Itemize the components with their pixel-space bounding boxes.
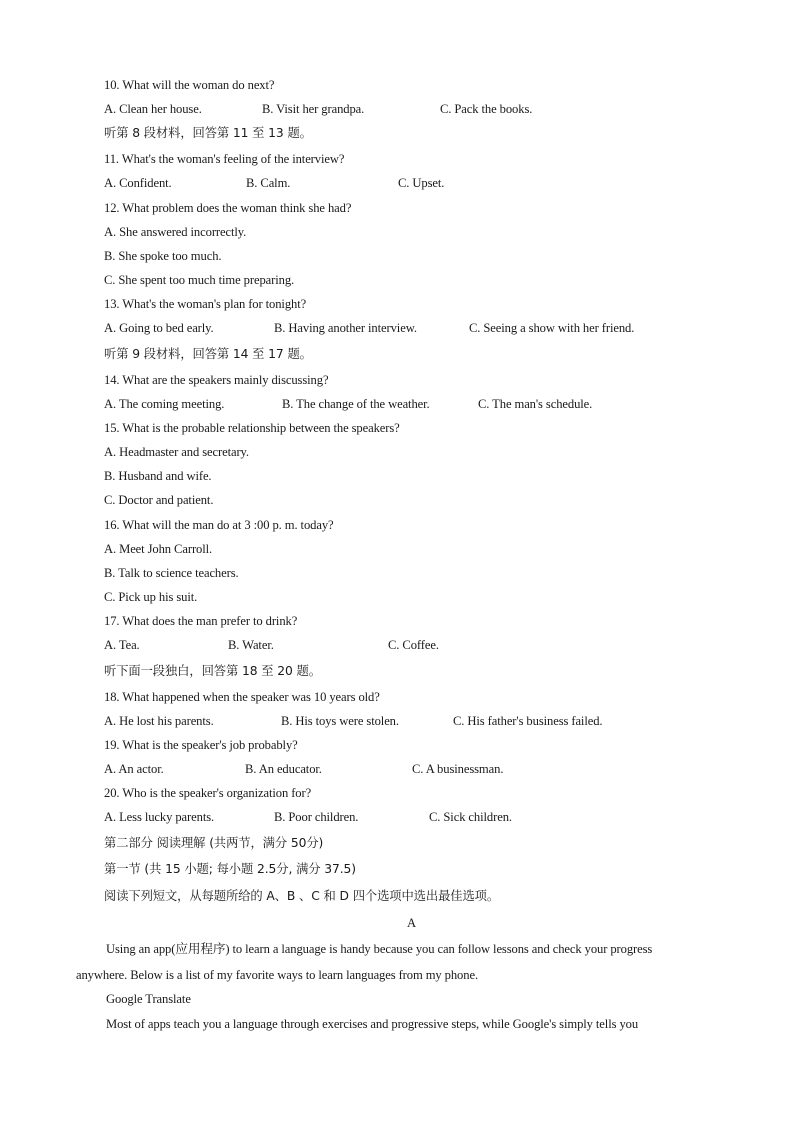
question-18-option-a: A. He lost his parents. xyxy=(104,714,214,728)
question-15-stem: 15. What is the probable relationship between the speakers? xyxy=(104,421,400,435)
question-20-option-c: C. Sick children. xyxy=(429,810,512,824)
question-17-option-c: C. Coffee. xyxy=(388,638,439,652)
question-11-option-b: B. Calm. xyxy=(246,176,291,190)
question-17-stem: 17. What does the man prefer to drink? xyxy=(104,614,298,628)
question-16-option-a: A. Meet John Carroll. xyxy=(104,542,213,556)
question-10-option-a: A. Clean her house. xyxy=(104,102,202,116)
section-heading-8: 听第 8 段材料，回答第 11 至 13 题。 xyxy=(104,126,312,140)
question-13-stem: 13. What's the woman's plan for tonight? xyxy=(104,297,307,311)
question-18-stem: 18. What happened when the speaker was 10 years old? xyxy=(104,690,380,704)
question-19-stem: 19. What is the speaker's job probably? xyxy=(104,738,298,752)
section-heading-9: 听第 9 段材料，回答第 14 至 17 题。 xyxy=(104,347,312,361)
question-12-option-c: C. She spent too much time preparing. xyxy=(104,273,295,287)
question-19-option-b: B. An educator. xyxy=(245,762,322,776)
question-18-option-c: C. His father's business failed. xyxy=(453,714,603,728)
question-17-option-b: B. Water. xyxy=(228,638,274,652)
question-18-option-b: B. His toys were stolen. xyxy=(281,714,399,728)
question-19-option-c: C. A businessman. xyxy=(412,762,504,776)
part-two-title: 第二部分 阅读理解 (共两节，满分 50分) xyxy=(104,836,324,850)
question-14-option-c: C. The man's schedule. xyxy=(478,397,593,411)
question-13-option-a: A. Going to bed early. xyxy=(104,321,214,335)
question-13-option-b: B. Having another interview. xyxy=(274,321,417,335)
passage-paragraph-2-line-1: Most of apps teach you a language through exercises and progressive steps, while Google's simply tells you xyxy=(106,1017,639,1031)
question-16-option-c: C. Pick up his suit. xyxy=(104,590,198,604)
passage-paragraph-1-line-1: Using an app(应用程序) to learn a language is handy because you can follow lessons and check your progress xyxy=(106,942,653,956)
passage-paragraph-1-line-2: anywhere. Below is a list of my favorite ways to learn languages from my phone. xyxy=(76,968,478,982)
question-10-stem: 10. What will the woman do next? xyxy=(104,78,275,92)
section-one-title: 第一节 (共 15 小题; 每小题 2.5分, 满分 37.5) xyxy=(104,862,356,876)
question-12-option-a: A. She answered incorrectly. xyxy=(104,225,247,239)
reading-instruction: 阅读下列短文，从每题所给的 A、B 、C 和 D 四个选项中选出最佳选项。 xyxy=(104,889,500,903)
question-14-option-b: B. The change of the weather. xyxy=(282,397,430,411)
question-11-stem: 11. What's the woman's feeling of the interview? xyxy=(104,152,345,166)
question-10-option-b: B. Visit her grandpa. xyxy=(262,102,365,116)
question-12-stem: 12. What problem does the woman think she had? xyxy=(104,201,352,215)
question-19-option-a: A. An actor. xyxy=(104,762,164,776)
question-10-option-c: C. Pack the books. xyxy=(440,102,533,116)
question-20-option-b: B. Poor children. xyxy=(274,810,359,824)
question-15-option-a: A. Headmaster and secretary. xyxy=(104,445,249,459)
question-11-option-a: A. Confident. xyxy=(104,176,172,190)
question-12-option-b: B. She spoke too much. xyxy=(104,249,222,263)
question-14-option-a: A. The coming meeting. xyxy=(104,397,225,411)
question-15-option-b: B. Husband and wife. xyxy=(104,469,212,483)
question-13-option-c: C. Seeing a show with her friend. xyxy=(469,321,635,335)
question-17-option-a: A. Tea. xyxy=(104,638,140,652)
question-20-option-a: A. Less lucky parents. xyxy=(104,810,215,824)
question-11-option-c: C. Upset. xyxy=(398,176,445,190)
question-16-option-b: B. Talk to science teachers. xyxy=(104,566,239,580)
question-16-stem: 16. What will the man do at 3 :00 p. m. today? xyxy=(104,518,334,532)
question-20-stem: 20. Who is the speaker's organization for? xyxy=(104,786,312,800)
question-14-stem: 14. What are the speakers mainly discussing? xyxy=(104,373,329,387)
passage-subheading: Google Translate xyxy=(106,992,191,1006)
section-heading-monologue: 听下面一段独白，回答第 18 至 20 题。 xyxy=(104,664,321,678)
passage-label: A xyxy=(407,916,416,930)
question-15-option-c: C. Doctor and patient. xyxy=(104,493,214,507)
